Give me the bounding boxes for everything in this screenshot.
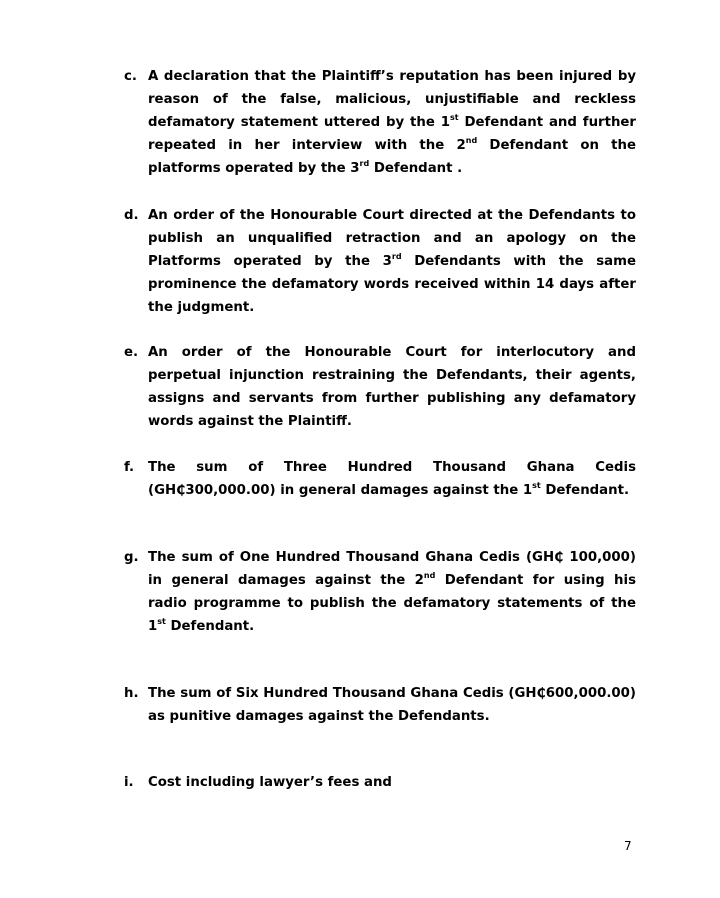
list-item-f: [124, 456, 636, 502]
list-item-text: A declaration that the Plaintiff’s reputation has been injured by reason of the false, malicious, unjustifiable and reckless defamatory statement uttered by the 1st Defendant and further repeated in her interview with the 2nd Defendant on the platforms operated by the 3rd Defendant .: [148, 69, 637, 176]
ordinal-suffix: nd: [423, 571, 436, 580]
list-item-g: [124, 546, 636, 638]
ordinal-suffix: st: [450, 113, 459, 122]
list-item-text: The sum of One Hundred Thousand Ghana Cedis (GH₵ 100,000) in general damages against the 2nd Defendant for using his radio programme to publish the defamatory statements of the 1st Defendant.: [148, 550, 636, 634]
list-item-i: [124, 771, 636, 794]
ordinal-suffix: nd: [465, 136, 478, 145]
list-marker: i.: [124, 775, 134, 790]
list-marker: d.: [124, 208, 139, 223]
ordinal-suffix: st: [157, 617, 166, 626]
list-marker: c.: [124, 69, 137, 84]
ordinal-suffix: rd: [391, 252, 402, 261]
list-item-d: [124, 204, 636, 319]
list-item-text: The sum of Three Hundred Thousand Ghana Cedis (GH₵300,000.00) in general damages against the 1st Defendant.: [148, 460, 636, 498]
ordinal-suffix: rd: [359, 159, 370, 168]
list-item-text: Cost including lawyer’s fees and: [148, 775, 392, 790]
list-item-text: An order of the Honourable Court for interlocutory and perpetual injunction restraining the Defendants, their agents, assigns and servants from further publishing any defamatory words against the Plaintiff.: [148, 345, 636, 429]
list-marker: h.: [124, 686, 139, 701]
list-marker: g.: [124, 550, 139, 565]
list-item-h: [124, 682, 636, 728]
list-marker: f.: [124, 460, 135, 475]
ordinal-suffix: st: [532, 481, 541, 490]
list-item-e: [124, 341, 636, 433]
list-item-text: The sum of Six Hundred Thousand Ghana Cedis (GH₵600,000.00) as punitive damages against the Defendants.: [148, 686, 636, 724]
page-number: 7: [624, 839, 632, 853]
list-marker: e.: [124, 345, 139, 360]
list-item-text: An order of the Honourable Court directed at the Defendants to publish an unqualified retraction and an apology on the Platforms operated by the 3rd Defendants with the same prominence the defamatory words received within 14 days after the judgment.: [148, 208, 636, 315]
list-item-c: [124, 65, 636, 180]
